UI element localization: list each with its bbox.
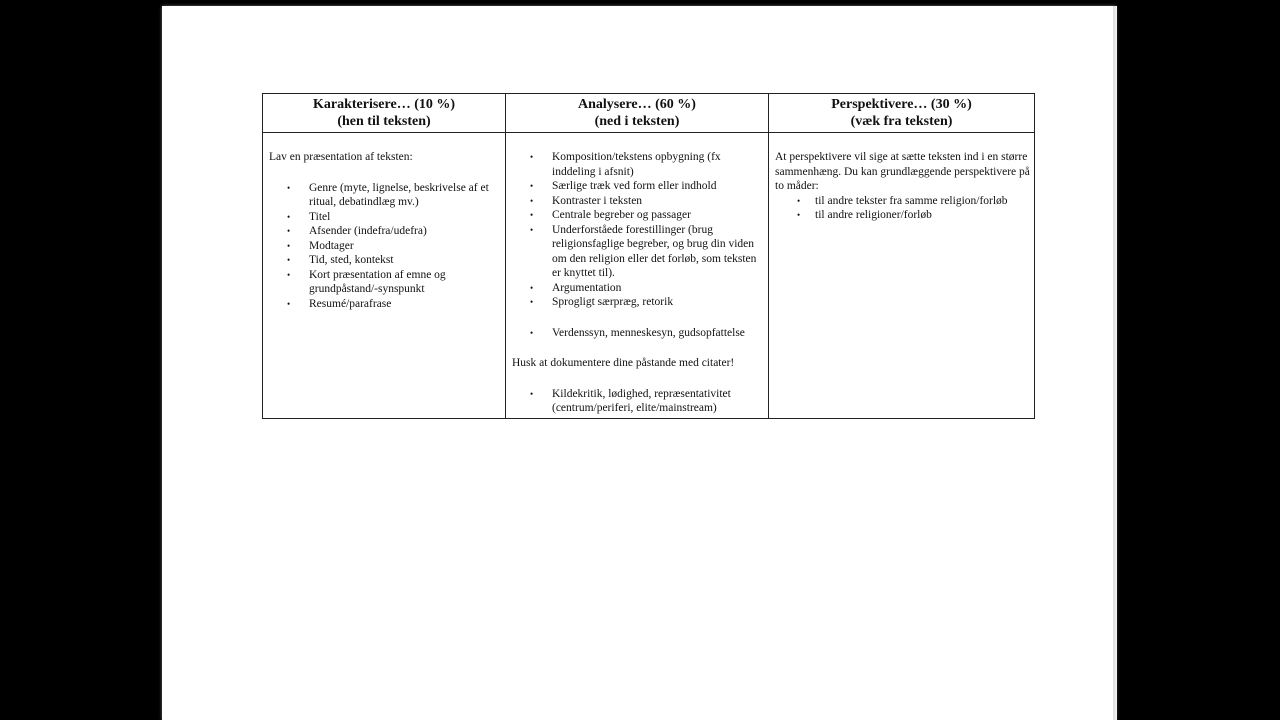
bullet-list [512,387,764,416]
cell-perspektivere [769,133,1035,419]
column-subtitle: (ned i teksten) [594,114,680,129]
list-item: • Kildekritik, lødighed, repræsentativitet (centrum/periferi, elite/mainstream) [512,387,764,416]
column-subtitle: (væk fra teksten) [850,114,953,129]
overview-table [262,93,1035,419]
list-item: • Særlige træk ved form eller indhold [512,179,764,194]
column-title: Analysere… (60 %) [578,97,696,112]
list-item: • til andre tekster fra samme religion/forløb [775,194,1030,209]
list-item: • Sprogligt særpræg, retorik [512,295,764,310]
cell-karakterisere [263,133,506,419]
bullet-list [775,194,1030,223]
table-body-row [263,133,1035,419]
list-item: • Kort præsentation af emne og grundpåstand/-synspunkt [269,268,501,297]
bullet-list [512,150,764,310]
column-title: Karakterisere… (10 %) [312,97,456,112]
list-item: • Afsender (indefra/udefra) [269,224,501,239]
cell-note: Husk at dokumentere dine påstande med citater! [512,357,735,369]
list-item: • Genre (myte, lignelse, beskrivelse af et ritual, debatindlæg mv.) [269,181,501,210]
column-header-perspektivere [769,94,1035,133]
cell-intro: Lav en præsentation af teksten: [269,151,413,163]
list-item: • Underforståede forestillinger (brug religionsfaglige begreber, og brug din viden om den religion eller det forløb, som teksten er knyttet til). [512,223,764,281]
column-title: Perspektivere… (30 %) [831,97,972,112]
column-header-karakterisere [263,94,506,133]
cell-intro: At perspektivere vil sige at sætte teksten ind i en større sammenhæng. Du kan grundlæggende perspektivere på to måder: [775,151,1030,192]
page-edge [1113,6,1117,720]
list-item: • Resumé/parafrase [269,297,501,312]
column-subtitle: (hen til teksten) [337,114,431,129]
bullet-list [512,326,764,341]
list-item: • Argumentation [512,281,764,296]
list-item: • til andre religioner/forløb [775,208,1030,223]
list-item: • Verdenssyn, menneskesyn, gudsopfattelse [512,326,764,341]
column-header-analysere [506,94,769,133]
bullet-list [269,181,501,312]
cell-analysere [506,133,769,419]
list-item: • Titel [269,210,501,225]
list-item: • Kontraster i teksten [512,194,764,209]
list-item: • Tid, sted, kontekst [269,253,501,268]
table-header-row [263,94,1035,133]
list-item: • Komposition/tekstens opbygning (fx inddeling i afsnit) [512,150,764,179]
list-item: • Centrale begreber og passager [512,208,764,223]
list-item: • Modtager [269,239,501,254]
